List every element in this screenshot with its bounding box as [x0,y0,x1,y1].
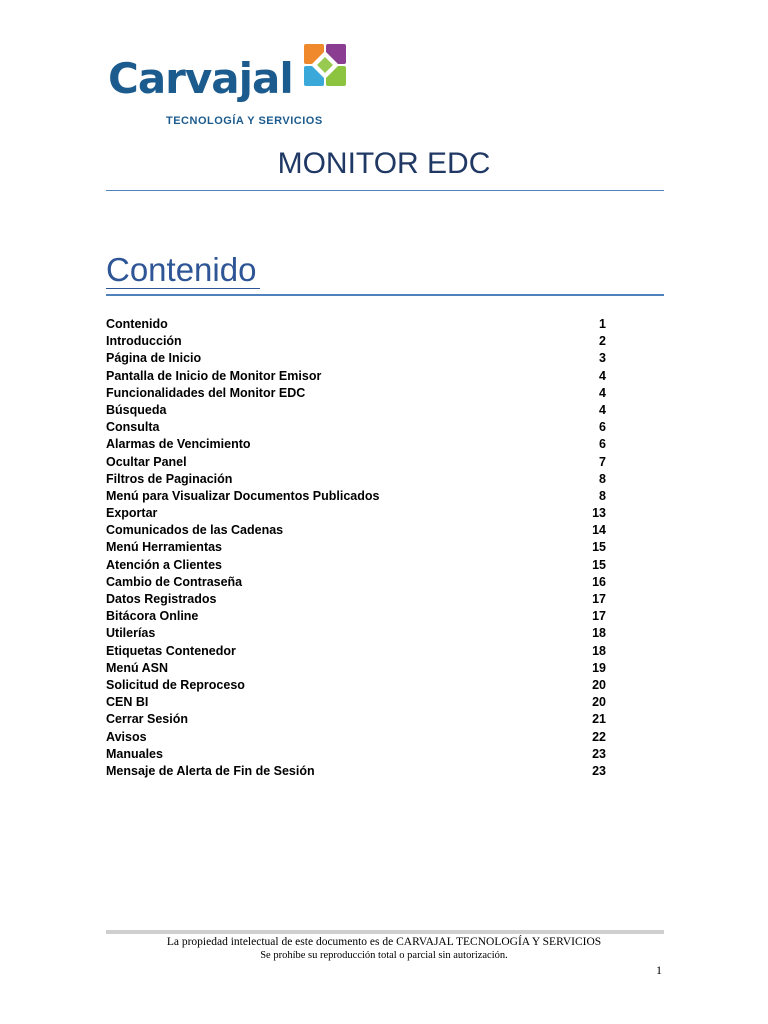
toc-entry-page: 16 [592,574,606,589]
table-of-contents [106,316,606,780]
toc-entry[interactable] [106,333,606,350]
toc-entry[interactable] [106,539,606,556]
toc-entry[interactable] [106,471,606,488]
toc-entry[interactable] [106,660,606,677]
toc-entry-label[interactable]: Alarmas de Vencimiento [106,437,251,452]
logo-wordmark: Carvajal [108,54,293,103]
toc-entry-label[interactable]: Menú ASN [106,660,169,675]
logo-mark-icon [302,42,348,88]
toc-entry-label[interactable]: Menú para Visualizar Documentos Publicados [106,488,380,503]
toc-entry[interactable] [106,316,606,333]
toc-entry-label[interactable]: Ocultar Panel [106,454,187,469]
toc-entry-page: 3 [599,351,606,366]
toc-entry-page: 2 [599,334,606,349]
toc-entry-page: 17 [592,592,606,606]
toc-entry-page: 4 [599,368,606,383]
toc-entry-label[interactable]: Filtros de Paginación [106,471,233,486]
toc-entry-page: 17 [592,609,606,624]
toc-entry[interactable] [106,436,606,453]
toc-entry-label[interactable]: Consulta [106,420,160,435]
toc-entry-page: 19 [592,660,606,675]
toc-entry-label[interactable]: Contenido [106,317,168,331]
toc-entry[interactable] [106,643,606,660]
toc-entry-label[interactable]: Exportar [106,506,158,521]
toc-entry[interactable] [106,711,606,728]
toc-entry-label[interactable]: Utilerías [106,626,156,641]
toc-entry-page: 20 [592,695,606,710]
toc-entry-page: 15 [592,557,606,572]
toc-entry-page: 23 [592,763,606,778]
toc-entry-page: 15 [592,540,606,555]
toc-entry[interactable] [106,350,606,367]
toc-entry-page: 1 [599,317,606,331]
footer-copyright: La propiedad intelectual de este documento es de CARVAJAL TECNOLOGÍA Y SERVICIOS [166,936,602,948]
toc-entry-page: 4 [599,402,606,417]
toc-entry[interactable] [106,557,606,574]
toc-entry[interactable] [106,677,606,694]
toc-entry-page: 4 [599,385,606,400]
toc-entry-label[interactable]: Manuales [106,746,163,761]
toc-entry[interactable] [106,419,606,436]
toc-entry-label[interactable]: Solicitud de Reproceso [106,677,245,692]
toc-entry-label[interactable]: Datos Registrados [106,592,217,606]
toc-heading: Contenido [106,251,257,288]
toc-divider [106,294,664,296]
toc-entry[interactable] [106,729,606,746]
toc-entry-label[interactable]: Página de Inicio [106,351,202,366]
toc-entry-page: 6 [599,437,606,452]
toc-entry-label[interactable]: Comunicados de las Cadenas [106,523,284,538]
document-title: MONITOR EDC [277,147,491,180]
logo-tagline: TECNOLOGÍA Y SERVICIOS [166,115,323,127]
toc-entry-page: 20 [592,677,606,692]
toc-entry[interactable] [106,763,606,780]
toc-entry-page: 22 [592,729,606,744]
toc-entry-label[interactable]: Menú Herramientas [106,540,223,555]
toc-entry-label[interactable]: Bitácora Online [106,609,199,624]
toc-entry-page: 18 [592,626,606,641]
page-number: 1 [656,963,662,977]
toc-entry[interactable] [106,385,606,402]
toc-entry[interactable] [106,591,606,608]
toc-entry-page: 14 [592,523,606,538]
toc-entry-label[interactable]: Introducción [106,334,182,349]
toc-entry-page: 18 [592,643,606,658]
toc-entry-label[interactable]: Atención a Clientes [106,557,222,572]
toc-entry-label[interactable]: Pantalla de Inicio de Monitor Emisor [106,368,322,383]
toc-entry[interactable] [106,694,606,711]
toc-entry-page: 7 [599,454,606,469]
toc-entry[interactable] [106,505,606,522]
toc-entry-page: 21 [592,712,606,727]
toc-entry[interactable] [106,402,606,419]
toc-entry[interactable] [106,608,606,625]
toc-entry-label[interactable]: Mensaje de Alerta de Fin de Sesión [106,763,315,778]
toc-entry-page: 8 [599,488,606,503]
toc-entry[interactable] [106,522,606,539]
toc-entry-label[interactable]: Funcionalidades del Monitor EDC [106,385,306,400]
toc-entry-label[interactable]: Cambio de Contraseña [106,574,243,589]
footer-notice: Se prohíbe su reproducción total o parcial sin autorización. [260,950,508,961]
toc-entry[interactable] [106,488,606,505]
toc-entry-label[interactable]: Etiquetas Contenedor [106,643,236,658]
toc-entry[interactable] [106,574,606,591]
toc-entry-label[interactable]: Cerrar Sesión [106,712,188,727]
toc-entry-label[interactable]: Búsqueda [106,402,167,417]
toc-entry[interactable] [106,368,606,385]
title-divider [106,190,664,191]
toc-entry-label[interactable]: CEN BI [106,695,149,710]
toc-entry-page: 6 [599,420,606,435]
toc-entry-page: 13 [592,506,606,521]
toc-entry-page: 8 [599,471,606,486]
company-logo [106,42,356,132]
toc-entry-page: 23 [592,746,606,761]
toc-entry[interactable] [106,625,606,642]
footer-divider [106,930,664,934]
toc-entry[interactable] [106,746,606,763]
toc-heading-underline [106,288,260,289]
toc-entry-label[interactable]: Avisos [106,729,147,744]
toc-entry[interactable] [106,454,606,471]
